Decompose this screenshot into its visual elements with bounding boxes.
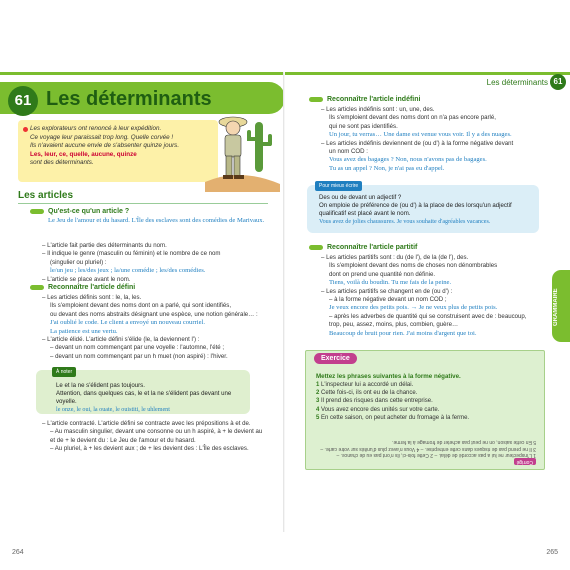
exercise-item-text: L'inspecteur lui a accordé un délai. (321, 382, 414, 388)
text-line: – Au masculin singulier, devant une consonne ou un h aspiré, à + le devient au (50, 428, 263, 436)
exercise-item-text: Cette fois-ci, ils ont eu de la chance. (321, 390, 418, 397)
example: J'ai oublié le code. Le client a envoyé un nouveau courriel. (50, 319, 205, 327)
pill-icon (30, 285, 44, 290)
exercise-item (316, 389, 469, 397)
text-line: – à la forme négative devant un nom COD ; (329, 296, 447, 304)
text-line: – Il indique le genre (masculin ou féminin) et le nombre de ce nom (42, 250, 221, 258)
pill-icon (30, 209, 44, 214)
intro-line: Ils n'avaient aucune envie de s'absenter quinze jours. (30, 142, 180, 150)
intro-line: sont des déterminants. (30, 159, 94, 167)
text-block (42, 242, 282, 284)
text-line: – Les articles partitifs sont : du (de l'), de la (de l'), des. (321, 254, 469, 261)
top-bar (285, 72, 570, 75)
exercise-item (316, 397, 469, 405)
explorer-illustration-icon (205, 112, 280, 192)
exercise-item-text: Il prend des risques dans cette entreprise. (321, 398, 433, 405)
chapter-number: 61 (8, 86, 38, 116)
text-block (42, 420, 282, 454)
intro-line: Les, leur, ce, quelle, aucune, quinze (30, 150, 137, 158)
intro-line: Les explorateurs ont renoncé à leur expédition. (30, 125, 162, 132)
text-line: et de + le devient du : Le Jeu de l'amour et du hasard. (50, 436, 196, 444)
tip-line: Des ou de devant un adjectif ? (319, 194, 402, 201)
example: Je veux encore des petits pois. → Je ne veux plus de petits pois. (329, 304, 498, 312)
chapter-title: Les déterminants (46, 88, 212, 110)
exercise-item-number: 5 (316, 414, 322, 421)
section-tab-label: GRAMMAIRE (553, 288, 559, 326)
exercise-instruction: Mettez les phrases suivantes à la forme négative. (316, 373, 461, 380)
text-block (48, 217, 268, 225)
bullet-icon (23, 127, 28, 132)
exercise-item-text: Vous avez encore des unités sur votre carte. (321, 406, 440, 413)
answer-key-tag: Corrigé (514, 459, 536, 466)
pill-icon (309, 245, 323, 250)
text-line: – Les articles partitifs se changent en de (ou d') : (321, 287, 453, 295)
text-line: – après les adverbes de quantité qui se construisent avec de : beaucoup, (329, 312, 527, 320)
left-page (0, 72, 285, 556)
answer-line: 1 L'inspecteur ne lui a pas accordé de délai. – 2 Cette fois-ci, ils n'ont pas eu de chance. – (336, 452, 536, 459)
exercise-item-number: 4 (316, 406, 322, 413)
text-block (321, 254, 561, 338)
subsection-title (28, 284, 135, 291)
text-line: ou devant des noms abstraits désignant une espèce, une notion générale… : (50, 310, 258, 318)
note-box (36, 370, 250, 414)
text-line: Ils s'emploient devant des noms dont on a parlé, qui sont identifiés, (50, 302, 232, 310)
exercise-box (305, 350, 545, 470)
exercise-item (316, 381, 469, 389)
subsection-title (28, 208, 129, 215)
example: Tu as un appel ? Non, je n'ai pas eu d'appel. (329, 164, 445, 172)
subsection-label: Reconnaître l'article partitif (327, 244, 418, 251)
text-block (321, 106, 561, 173)
running-head: Les déterminants (486, 78, 548, 87)
chapter-header (0, 82, 285, 114)
note-example: le onze, le oui, la ouate, le ouistiti, le uhlement (56, 407, 170, 413)
example: Tiens, voilà du boudin. Tu me fais de la peine. (329, 279, 452, 287)
text-line: dont on prend une quantité non définie. (329, 270, 436, 278)
subsection-title (307, 96, 420, 103)
example: Beaucoup de bruit pour rien. J'ai moins d'argent que toi. (329, 329, 477, 337)
intro-line: Ce voyage leur paraissait trop long. Quelle corvée ! (30, 133, 174, 141)
text-line: (singulier ou pluriel) : (50, 258, 107, 266)
text-line: – Les articles indéfinis sont : un, une, des. (321, 106, 435, 113)
text-line: – L'article élidé. L'article défini s'élide (le, la deviennent l') : (42, 336, 200, 344)
example: La patience est une vertu. (50, 327, 118, 335)
note-tag: À noter (52, 367, 76, 377)
page-number: 264 (12, 549, 24, 556)
exercise-item-text: En cette saison, on peut acheter du fromage à la ferme. (321, 414, 470, 421)
answer-line: 5 En cette saison, on ne peut pas acheter de fromage à la ferme. (392, 439, 536, 446)
text-line: – devant un nom commençant par une voyelle : l'automne, l'été ; (50, 344, 225, 352)
text-line: un nom COD : (329, 148, 368, 156)
text-line: – Les articles indéfinis deviennent de (ou d') à la forme négative devant (321, 139, 514, 147)
tip-example: Vous avez de jolies chaussures. Je vous souhaite d'agréables vacances. (319, 219, 491, 225)
subsection-label: Reconnaître l'article défini (48, 284, 136, 291)
running-number: 61 (550, 74, 566, 90)
top-bar (0, 72, 285, 75)
exercise-items (316, 381, 469, 422)
writing-tip-box (307, 185, 539, 233)
exercise-item (316, 414, 469, 422)
text-line: trop, peu, assez, moins, plus, combien, guère… (329, 321, 459, 329)
tip-line: On emploie de préférence de (ou d') à la place de des lorsqu'un adjectif (319, 202, 512, 209)
exercise-title: Exercice (314, 353, 357, 364)
exercise-item-number: 3 (316, 398, 322, 405)
intro-box (18, 120, 218, 182)
subsection-label: Qu'est-ce qu'un article ? (48, 208, 130, 215)
exercise-item-number: 2 (316, 390, 322, 397)
example: Le Jeu de l'amour et du hasard. L'Île des esclaves sont des comédies de Marivaux. (48, 217, 265, 224)
text-line: – Au pluriel, à + les devient aux ; de + les devient des : L'Île des esclaves. (50, 445, 249, 453)
text-line: Ils s'emploient devant des noms de choses non dénombrables (329, 262, 498, 270)
subsection-label: Reconnaître l'article indéfini (327, 96, 421, 103)
divider (18, 203, 268, 204)
subsection-title (307, 244, 417, 251)
note-line: Le et la ne s'élident pas toujours. (56, 382, 145, 389)
answer-line: 3 Il ne prend pas de risques dans cette entreprise. – 4 Vous n'avez plus d'unités sur votre carte. – (320, 446, 536, 452)
tip-line: qualificatif est placé avant le nom. (319, 210, 411, 217)
writing-tip-tag: Pour mieux écrire (315, 181, 362, 191)
example: Vous avez des bagages ? Non, nous n'avons pas de bagages. (329, 156, 487, 164)
right-page (285, 72, 570, 556)
text-line: – devant un nom commençant par un h muet (non aspiré) : l'hiver. (50, 352, 228, 360)
text-line: qui ne sont pas identifiés. (329, 122, 398, 130)
pill-icon (309, 97, 323, 102)
answer-key (314, 439, 536, 465)
text-line: Ils s'emploient devant des noms dont on n'a pas encore parlé, (329, 114, 496, 122)
text-line: – L'article contracté. L'article défini se contracte avec les prépositions à et de. (42, 420, 251, 427)
text-line: – L'article se place avant le nom. (42, 275, 131, 283)
section-title: Les articles (18, 190, 74, 201)
example: Un jour, tu verras… Une dame est venue vous voir. Il y a des nuages. (329, 131, 512, 139)
text-block (42, 294, 282, 361)
exercise-item (316, 406, 469, 414)
text-line: – L'article fait partie des déterminants du nom. (42, 242, 167, 249)
exercise-item-number: 1 (316, 382, 322, 388)
page-number: 265 (546, 549, 558, 556)
example: le/un jeu ; les/des jeux ; la/une comédie ; les/des comédies. (50, 267, 206, 275)
note-line: Attention, dans quelques cas, le et la ne s'élident pas devant une voyelle. (56, 390, 232, 405)
text-line: – Les articles définis sont : le, la, les. (42, 294, 142, 301)
